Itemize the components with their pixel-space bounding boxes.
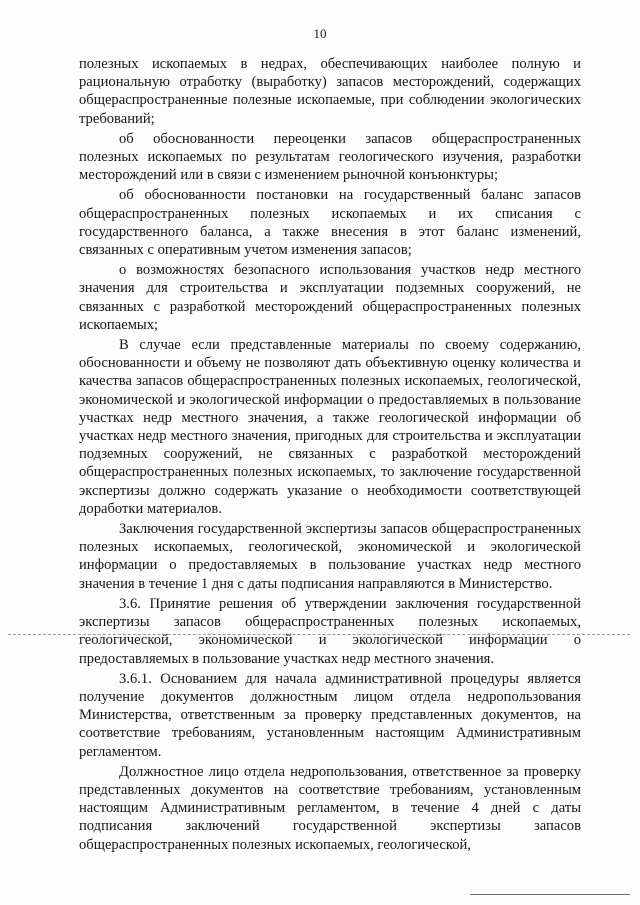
- paragraph-state-balance: об обоснованности постановки на государственный баланс запасов общераспространенных полезных ископаемых и их списания с государственного баланса, а также внесения в этот баланс изменений, связанных с оперативным учетом изменения запасов;: [79, 187, 581, 259]
- section-3-6-heading: 3.6. Принятие решения об утверждении заключения государственной экспертизы запасов общераспространенных полезных ископаемых, геологической, экономической и экологической информации о предоставляемых в пользование участках недр местного значения.: [79, 595, 581, 667]
- bottom-rule-line: [470, 894, 630, 895]
- paragraph-conclusions-sent: Заключения государственной экспертизы запасов общераспространенных полезных ископаемых, геологической, экономической и экологической информации о предоставляемых в пользование участках недр местного значения в течение 1 дня с даты подписания направляются в Министерство.: [79, 521, 581, 592]
- dashed-separator-line: [8, 634, 630, 635]
- page-number: 10: [313, 26, 327, 41]
- paragraph-underground-structures: о возможностях безопасного использования участков недр местного значения для строительства и эксплуатации подземных сооружений, не связанных с разработкой месторождений общераспространенных полезных ископаемых;: [79, 262, 581, 333]
- document-body: [79, 55, 581, 856]
- section-3-6-1: 3.6.1. Основанием для начала административной процедуры является получение документов должностным лицом отдела недропользования Министерства, ответственным за проверку представленных документов, на соответствие требованиям, установленным настоящим Административным регламентом.: [79, 670, 581, 760]
- paragraph-responsible-official: Должностное лицо отдела недропользования, ответственное за проверку представленных документов на соответствие требованиям, установленным настоящим Административным регламентом, в течение 4 дней с даты подписания заключений государственной экспертизы запасов общераспространенных полезных ископаемых, геологической,: [79, 763, 581, 853]
- paragraph-mineral-extraction: полезных ископаемых в недрах, обеспечивающих наиболее полную и рациональную отработку (выработку) запасов месторождений, содержащих общераспространенные полезные ископаемые, при соблюдении экологических требований;: [79, 56, 581, 127]
- paragraph-revision-required: В случае если представленные материалы по своему содержанию, обоснованности и объему не позволяют дать объективную оценку количества и качества запасов общераспространенных полезных ископаемых, геологической, экономической и экологической информации о предоставляемых в пользование участках недр местного значения, а также геологической информации об участках недр местного значения, пригодных для строительства и эксплуатации подземных сооружений, не связанных с разработкой месторождений общераспространенных полезных ископаемых, то заключение государственной экспертизы должно содержать указание о необходимости соответствующей доработки материалов.: [79, 337, 581, 517]
- paragraph-reassessment: об обоснованности переоценки запасов общераспространенных полезных ископаемых по результатам геологического изучения, разработки месторождений или в связи с изменением рыночной конъюнктуры;: [79, 130, 581, 184]
